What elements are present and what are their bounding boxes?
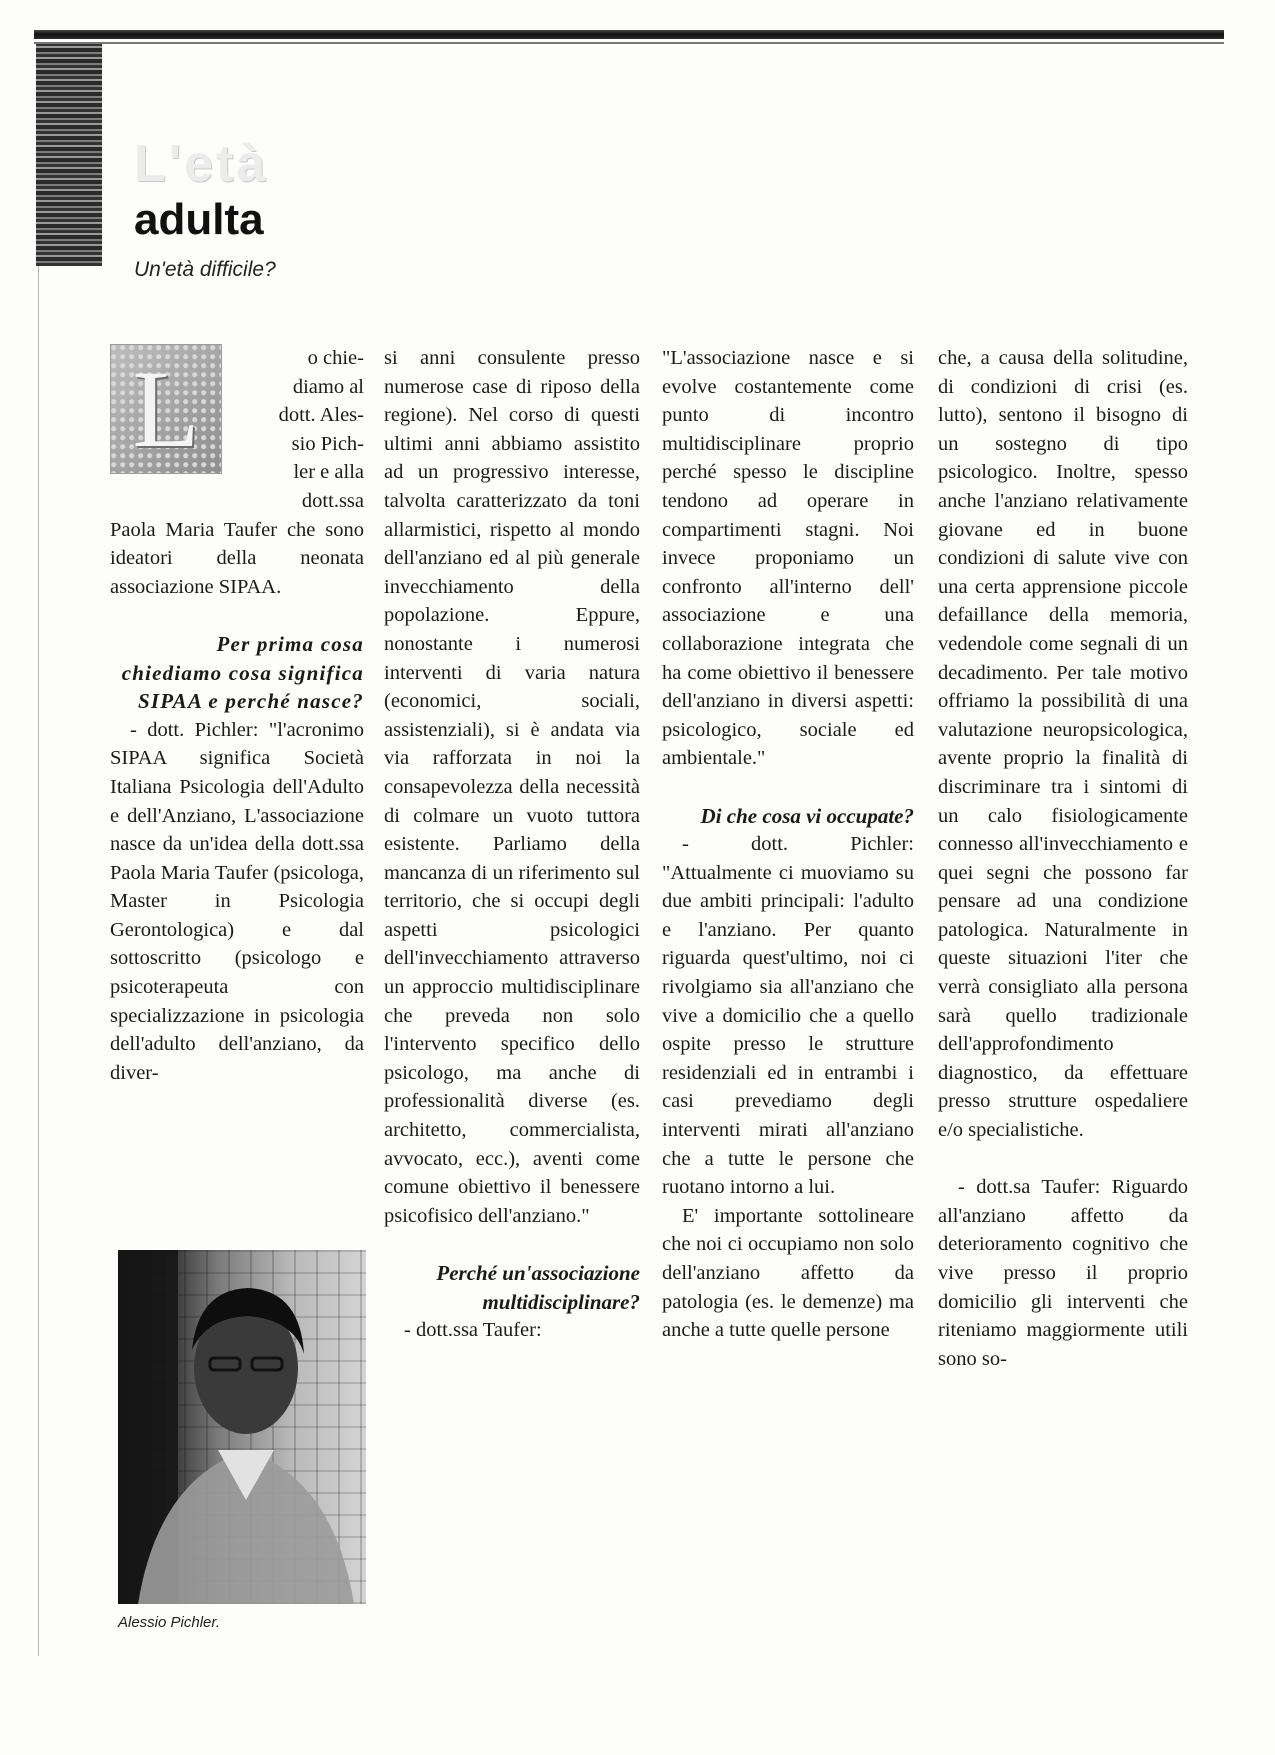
intro-line: ler e alla xyxy=(293,461,364,484)
photo-caption: Alessio Pichler. xyxy=(118,1614,220,1631)
left-margin-line xyxy=(38,266,39,1656)
answer-3: - dott. Pichler: "Attualmente ci muoviamo su due ambiti principali: l'adulto e l'anziano. Per quanto riguarda quest'ultimo, noi ci rivolgiamo sia all'anziano che vive a domicilio che a quello ospite presso le strutture residenziali ed in entrambi i casi prevediamo degli interventi mirati all'anziano che a tutte le persone che ruotano intorno a lui. xyxy=(662,833,914,1199)
question-1: Per prima cosa chiediamo cosa significa SIPAA e perché nasce? xyxy=(121,631,364,714)
intro-paragraph: Paola Maria Taufer che sono ideatori della neonata associazione SIPAA. xyxy=(110,518,364,598)
headline-kicker: L'età xyxy=(134,135,269,193)
intro-line: dott. Ales- xyxy=(278,404,364,427)
headline-subtitle: Un'età difficile? xyxy=(134,258,276,281)
article-column-3 xyxy=(662,344,914,1345)
question-3: Di che cosa vi occupate? xyxy=(700,803,914,828)
intro-line: sio Pich- xyxy=(291,432,364,455)
intro-line: dott.ssa xyxy=(301,489,364,512)
top-rule-thin xyxy=(34,42,1224,44)
portrait-figure xyxy=(118,1250,366,1604)
paragraph: "L'associazione nasce e si evolve costantemente come punto di incontro multidisciplinare proprio perché spesso le discipline tendono ad operare in compartimenti stagni. Noi invece proponiamo un confronto all'interno dell' associazione e una collaborazione integrata che ha come obiettivo il benessere dell'anziano in diversi aspetti: psicologico, sociale ed ambientale." xyxy=(662,347,914,770)
paragraph: - dott.sa Taufer: Riguardo all'anziano affetto da deterioramento cognitivo che vive presso il proprio domicilio gli interventi che riteniamo maggiormente utili sono so- xyxy=(938,1176,1188,1370)
paragraph: si anni consulente presso numerose case di riposo della regione). Nel corso di questi ultimi anni abbiamo assistito ad un progressivo interesse, talvolta caratterizzato da toni allarmistici, rispetto al mondo dell'anziano ed al più generale invecchiamento della popolazione. Eppure, nonostante i numerosi interventi di varia natura (economici, sociali, assistenziali), si è andata via via rafforzata in noi la consapevolezza della necessità di colmare un vuoto tuttora esistente. Parliamo della mancanza di un riferimento sul territorio, che si occupi degli aspetti psicologici dell'invecchiamento attraverso un approccio multidisciplinare che preveda non solo l'intervento specifico dello psicologo, ma anche di professionalità diverse (es. architetto, commercialista, avvocato, ecc.), aventi come comune obiettivo il benessere psicofisico dell'anziano." xyxy=(384,347,640,1227)
answer-1: - dott. Pichler: "l'acronimo SIPAA significa Società Italiana Psicologia dell'Adulto e dell'Anziano, L'associazione nasce da un'idea della dott.ssa Paola Maria Taufer (psicologa, Master in Psicologia Gerontologica) e dal sottoscritto (psicologo e psicoterapeuta con specializzazione in psicologia dell'adulto dell'anziano, da diver- xyxy=(110,718,364,1084)
article-column-1 xyxy=(110,344,364,1087)
question-2: Perché un'associazione multidisciplinare? xyxy=(436,1261,640,1314)
intro-line: o chie- xyxy=(307,347,364,369)
top-rule xyxy=(34,30,1224,39)
article-column-2 xyxy=(384,344,640,1345)
article-column-4 xyxy=(938,344,1188,1373)
headline-title: adulta xyxy=(134,195,264,244)
dropcap-letter: L xyxy=(110,344,222,474)
portrait-photo xyxy=(118,1250,366,1604)
left-decorative-band xyxy=(36,44,102,266)
answer-2: - dott.ssa Taufer: xyxy=(404,1319,542,1342)
paragraph: E' importante sottolineare che noi ci occupiamo non solo dell'anziano affetto da patologia (es. le demenze) ma anche a tutte quelle persone xyxy=(662,1204,914,1342)
intro-line: diamo al xyxy=(292,375,364,398)
paragraph: che, a causa della solitudine, di condizioni di crisi (es. lutto), sentono il bisogno di un sostegno di tipo psicologico. Inoltre, spesso anche l'anziano relativamente giovane ed in buone condizioni di salute vive con una certa apprensione piccole defaillance della memoria, vedendole come segnali di un decadimento. Per tale motivo offriamo la possibilità di una valutazione neuropsicologica, avente proprio la finalità di discriminare tra i sintomi di un calo fisiologicamente connesso all'invecchiamento e quei segni che possono far pensare ad una condizione patologica. Naturalmente in queste situazioni l'iter che verrà consigliato alla persona sarà quello tradizionale dell'approfondimento diagnostico, da effettuare presso strutture ospedaliere e/o specialistiche. xyxy=(938,347,1188,1142)
